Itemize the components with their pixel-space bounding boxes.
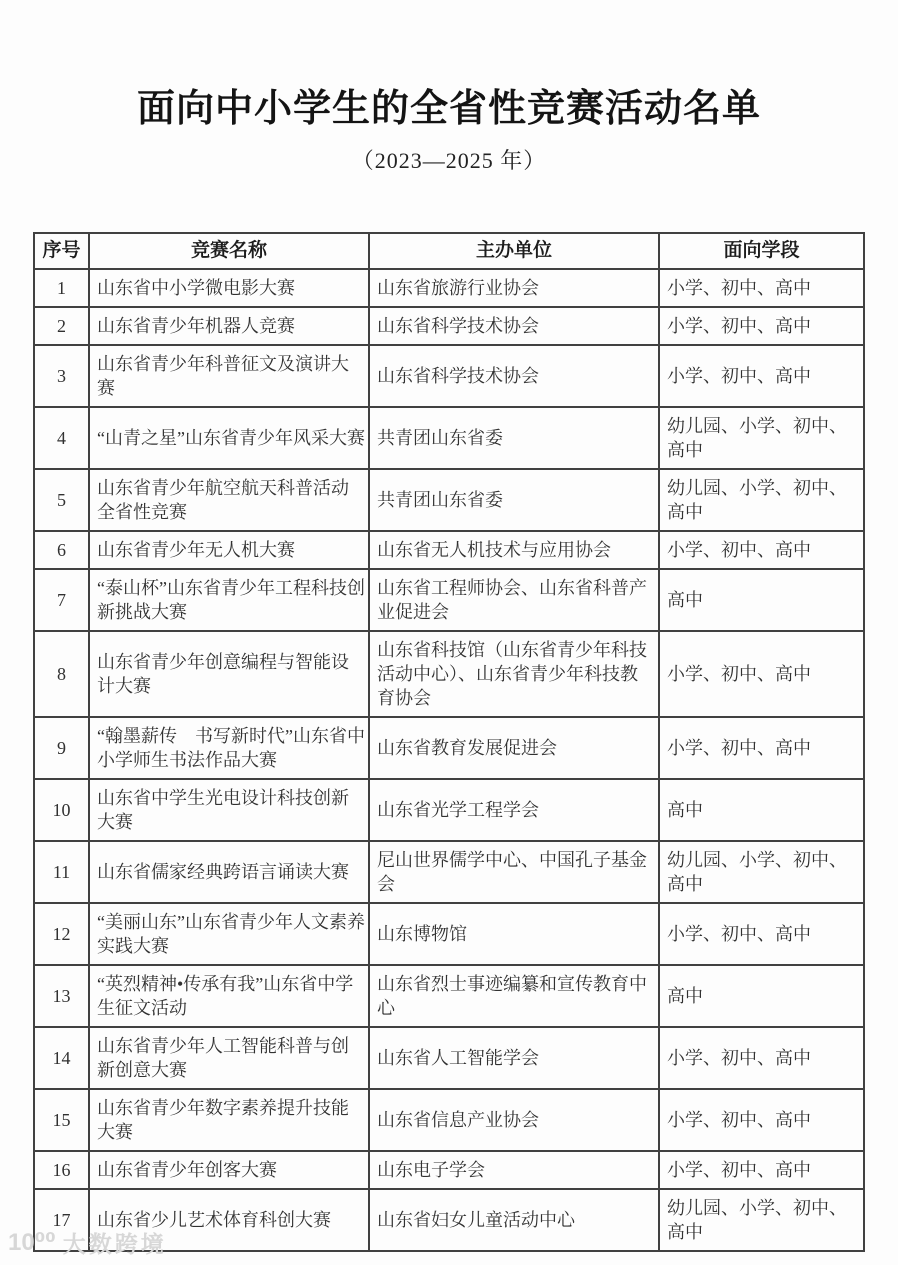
competition-name: “翰墨薪传 书写新时代”山东省中小学师生书法作品大赛 [89,717,369,779]
school-stages: 小学、初中、高中 [659,717,864,779]
school-stages: 小学、初中、高中 [659,345,864,407]
row-number: 16 [34,1151,89,1189]
watermark [8,1226,167,1259]
table-row [34,569,864,631]
organizer: 共青团山东省委 [369,469,659,531]
row-number: 6 [34,531,89,569]
organizer: 山东省科技馆（山东省青少年科技活动中心）、山东省青少年科技教育协会 [369,631,659,717]
row-number: 5 [34,469,89,531]
organizer: 山东省人工智能学会 [369,1027,659,1089]
competition-name: 山东省青少年科普征文及演讲大赛 [89,345,369,407]
table-row [34,1089,864,1151]
row-number: 14 [34,1027,89,1089]
table-header-row [34,233,864,269]
school-stages: 幼儿园、小学、初中、高中 [659,407,864,469]
table-row [34,407,864,469]
school-stages: 幼儿园、小学、初中、高中 [659,469,864,531]
table-row [34,1151,864,1189]
organizer: 山东博物馆 [369,903,659,965]
row-number: 17 [34,1189,89,1251]
organizer: 山东省无人机技术与应用协会 [369,531,659,569]
table-row [34,269,864,307]
organizer: 尼山世界儒学中心、中国孔子基金会 [369,841,659,903]
competition-name: 山东省青少年航空航天科普活动全省性竞赛 [89,469,369,531]
competition-name: 山东省青少年数字素养提升技能大赛 [89,1089,369,1151]
school-stages: 小学、初中、高中 [659,1151,864,1189]
watermark-logo-icon: 10⁰⁰ [8,1229,56,1256]
table-row [34,903,864,965]
table-row [34,631,864,717]
organizer: 山东省妇女儿童活动中心 [369,1189,659,1251]
competition-table [33,232,865,1252]
competition-name: 山东省青少年创意编程与智能设计大赛 [89,631,369,717]
school-stages: 幼儿园、小学、初中、高中 [659,841,864,903]
school-stages: 小学、初中、高中 [659,269,864,307]
column-header-number: 序号 [34,233,89,269]
competition-name: 山东省中学生光电设计科技创新大赛 [89,779,369,841]
row-number: 10 [34,779,89,841]
school-stages: 小学、初中、高中 [659,631,864,717]
organizer: 山东省光学工程学会 [369,779,659,841]
column-header-competition-name: 竞赛名称 [89,233,369,269]
row-number: 3 [34,345,89,407]
organizer: 山东省旅游行业协会 [369,269,659,307]
table-row [34,345,864,407]
row-number: 9 [34,717,89,779]
school-stages: 小学、初中、高中 [659,531,864,569]
competition-name: 山东省中小学微电影大赛 [89,269,369,307]
competition-name: “泰山杯”山东省青少年工程科技创新挑战大赛 [89,569,369,631]
table-row [34,307,864,345]
school-stages: 高中 [659,569,864,631]
competition-name: 山东省青少年无人机大赛 [89,531,369,569]
column-header-organizer: 主办单位 [369,233,659,269]
organizer: 山东电子学会 [369,1151,659,1189]
school-stages: 小学、初中、高中 [659,1027,864,1089]
table-body [34,269,864,1251]
row-number: 8 [34,631,89,717]
row-number: 2 [34,307,89,345]
competition-name: “英烈精神•传承有我”山东省中学生征文活动 [89,965,369,1027]
organizer: 山东省科学技术协会 [369,307,659,345]
organizer: 山东省教育发展促进会 [369,717,659,779]
table-row [34,531,864,569]
organizer: 山东省科学技术协会 [369,345,659,407]
school-stages: 高中 [659,965,864,1027]
school-stages: 幼儿园、小学、初中、高中 [659,1189,864,1251]
competition-name: 山东省儒家经典跨语言诵读大赛 [89,841,369,903]
table-row [34,717,864,779]
school-stages: 小学、初中、高中 [659,307,864,345]
row-number: 12 [34,903,89,965]
table-row [34,779,864,841]
school-stages: 高中 [659,779,864,841]
row-number: 1 [34,269,89,307]
organizer: 山东省信息产业协会 [369,1089,659,1151]
school-stages: 小学、初中、高中 [659,903,864,965]
table-row [34,965,864,1027]
competition-name: 山东省少儿艺术体育科创大赛 [89,1189,369,1251]
school-stages: 小学、初中、高中 [659,1089,864,1151]
competition-name: 山东省青少年人工智能科普与创新创意大赛 [89,1027,369,1089]
table-row [34,1027,864,1089]
competition-name: 山东省青少年机器人竞赛 [89,307,369,345]
row-number: 11 [34,841,89,903]
column-header-school-stages: 面向学段 [659,233,864,269]
organizer: 共青团山东省委 [369,407,659,469]
table-header [34,233,864,269]
watermark-label: 大数跨境 [62,1231,167,1257]
row-number: 13 [34,965,89,1027]
table-row [34,841,864,903]
organizer: 山东省烈士事迹编纂和宣传教育中心 [369,965,659,1027]
table-row [34,469,864,531]
row-number: 4 [34,407,89,469]
competition-name: “美丽山东”山东省青少年人文素养实践大赛 [89,903,369,965]
page-title: 面向中小学生的全省性竞赛活动名单 [136,88,761,130]
competition-name: “山青之星”山东省青少年风采大赛 [89,407,369,469]
organizer: 山东省工程师协会、山东省科普产业促进会 [369,569,659,631]
row-number: 15 [34,1089,89,1151]
row-number: 7 [34,569,89,631]
competition-name: 山东省青少年创客大赛 [89,1151,369,1189]
page-subtitle: （2023—2025 年） [351,148,547,173]
